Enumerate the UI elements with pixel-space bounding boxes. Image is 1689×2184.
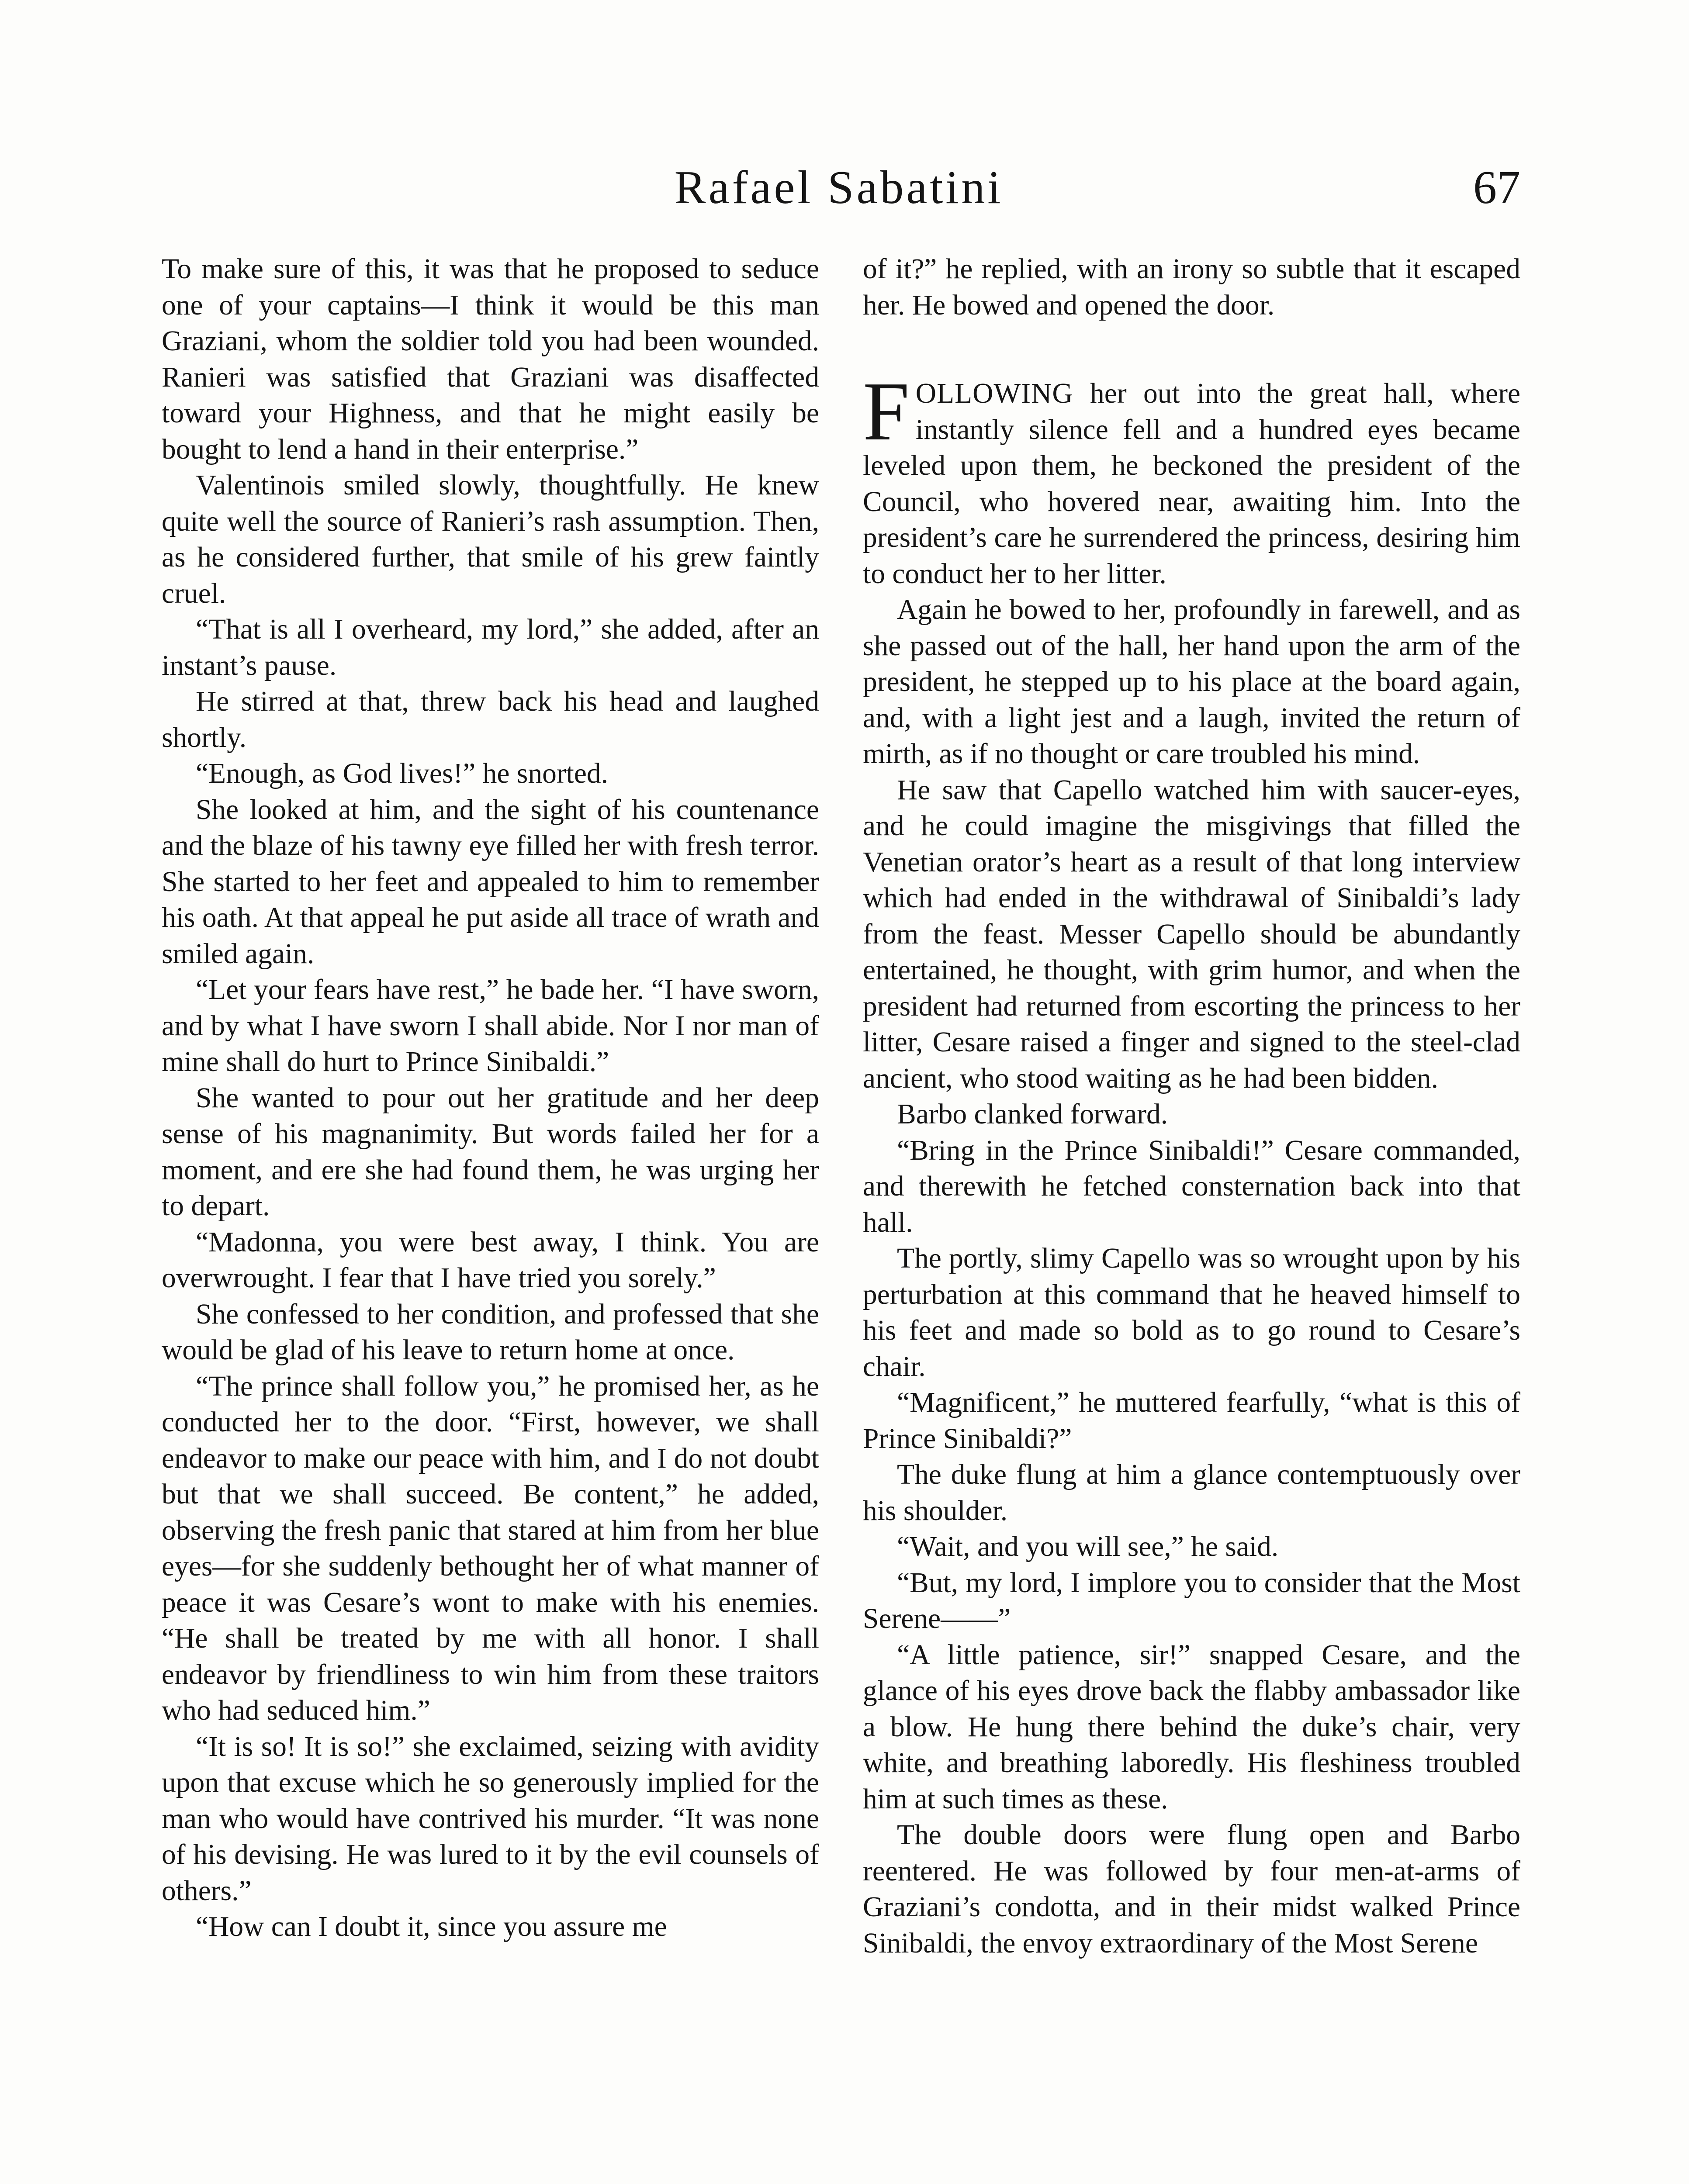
text-columns [162, 251, 1520, 2184]
paragraph: “Let your fears have rest,” he bade her. “I have sworn, and by what I have sworn I shall abide. Nor I nor man of mine shall do hurt to Prince Sinibaldi.” [162, 974, 819, 1078]
paragraph: He stirred at that, threw back his head and laughed shortly. [162, 686, 819, 753]
paragraph: The duke flung at him a glance contemptuously over his shoulder. [863, 1459, 1520, 1527]
right-column [863, 251, 1520, 2184]
section-opening-paragraph [863, 365, 1520, 592]
left-column [162, 251, 819, 2184]
paragraph: To make sure of this, it was that he proposed to seduce one of your captains—I think it would be this man Graziani, whom the soldier told you had been wounded. Ranieri was satisfied that Graziani was disaffected toward your Highness, and that he might easily be bought to lend a hand in their enterprise.” [162, 253, 819, 465]
paragraph: “A little patience, sir!” snapped Cesare, and the glance of his eyes drove back the flabby ambassador like a blow. He hung there behind the duke’s chair, very white, and breathing laboredly. His fleshiness troubled him at such times as these. [863, 1639, 1520, 1815]
paragraph: The portly, slimy Capello was so wrought upon by his perturbation at this command that he heaved himself to his feet and made so bold as to go round to Cesare’s chair. [863, 1243, 1520, 1382]
small-caps-lead: OLLOWING [915, 378, 1073, 409]
page-header [157, 155, 1520, 221]
paragraph: She looked at him, and the sight of his countenance and the blaze of his tawny eye filled her with fresh terror. She started to her feet and appealed to him to remember his oath. At that appeal he put aside all trace of wrath and smiled again. [162, 794, 819, 970]
paragraph: “The prince shall follow you,” he promised her, as he conducted her to the door. “First, however, we shall endeavor to make our peace with him, and I do not doubt but that we shall succeed. Be content,” he added, observing the fresh panic that stared at him from her blue eyes—for she suddenly bethought her of what manner of peace it was Cesare’s wont to make with his enemies. “He shall be treated by me with all honor. I shall endeavor by friendliness to win him from these traitors who had seduced him.” [162, 1370, 819, 1726]
paragraph: “Bring in the Prince Sinibaldi!” Cesare commanded, and therewith he fetched consternation back into that hall. [863, 1134, 1520, 1238]
paragraph: He saw that Capello watched him with saucer-eyes, and he could imagine the misgivings that filled the Venetian orator’s heart as a result of that long interview which had ended in the withdrawal of Sinibaldi’s lady from the feast. Messer Capello should be abundantly entertained, he thought, with grim humor, and when the president had returned from escorting the princess to her litter, Cesare raised a finger and signed to the steel-clad ancient, who stood waiting as he had been bidden. [863, 774, 1520, 1094]
paragraph: The double doors were flung open and Barbo reentered. He was followed by four men-at-arms of Graziani’s condotta, and in their midst walked Prince Sinibaldi, the envoy extraordinary of the Most Serene [863, 1819, 1520, 1959]
paragraph: She confessed to her condition, and professed that she would be glad of his leave to return home at once. [162, 1298, 819, 1366]
paragraph: “Wait, and you will see,” he said. [897, 1531, 1279, 1562]
paragraph: “Enough, as God lives!” he snorted. [196, 758, 609, 789]
running-head-author: Rafael Sabatini [674, 162, 1004, 214]
paragraph: Valentinois smiled slowly, thoughtfully. He knew quite well the source of Ranieri’s rash assumption. Then, as he considered further, that smile of his grew faintly cruel. [162, 470, 819, 609]
paragraph: “Madonna, you were best away, I think. You are overwrought. I fear that I have tried you sorely.” [162, 1226, 819, 1294]
paragraph: “That is all I overheard, my lord,” she added, after an instant’s pause. [162, 614, 819, 681]
paragraph-continuation: of it?” he replied, with an irony so subtle that it escaped her. He bowed and opened the door. [863, 253, 1520, 321]
section-opening-text: her out into the great hall, where instantly silence fell and a hundred eyes became leveled upon them, he beckoned the president of the Council, who hovered near, awaiting him. Into the president’s care he surrendered the princess, desiring him to conduct her to her litter. [863, 378, 1520, 590]
paragraph: Again he bowed to her, profoundly in farewell, and as she passed out of the hall, her hand upon the arm of the president, he stepped up to his place at the board again, and, with a light jest and a laugh, invited the return of mirth, as if no thought or care troubled his mind. [863, 594, 1520, 770]
paragraph: Barbo clanked forward. [897, 1099, 1168, 1130]
page-number: 67 [1473, 162, 1520, 214]
paragraph: “How can I doubt it, since you assure me [196, 1911, 667, 1942]
paragraph: “It is so! It is so!” she exclaimed, seizing with avidity upon that excuse which he so generously implied for the man who would have contrived his murder. “It was none of his devising. He was lured to it by the evil counsels of others.” [162, 1731, 819, 1907]
drop-cap: F [863, 365, 910, 458]
paragraph: “Magnificent,” he muttered fearfully, “what is this of Prince Sinibaldi?” [863, 1387, 1520, 1455]
paragraph: “But, my lord, I implore you to consider that the Most Serene——” [863, 1567, 1520, 1635]
paragraph: She wanted to pour out her gratitude and her deep sense of his magnanimity. But words failed her for a moment, and ere she had found them, he was urging her to depart. [162, 1082, 819, 1222]
